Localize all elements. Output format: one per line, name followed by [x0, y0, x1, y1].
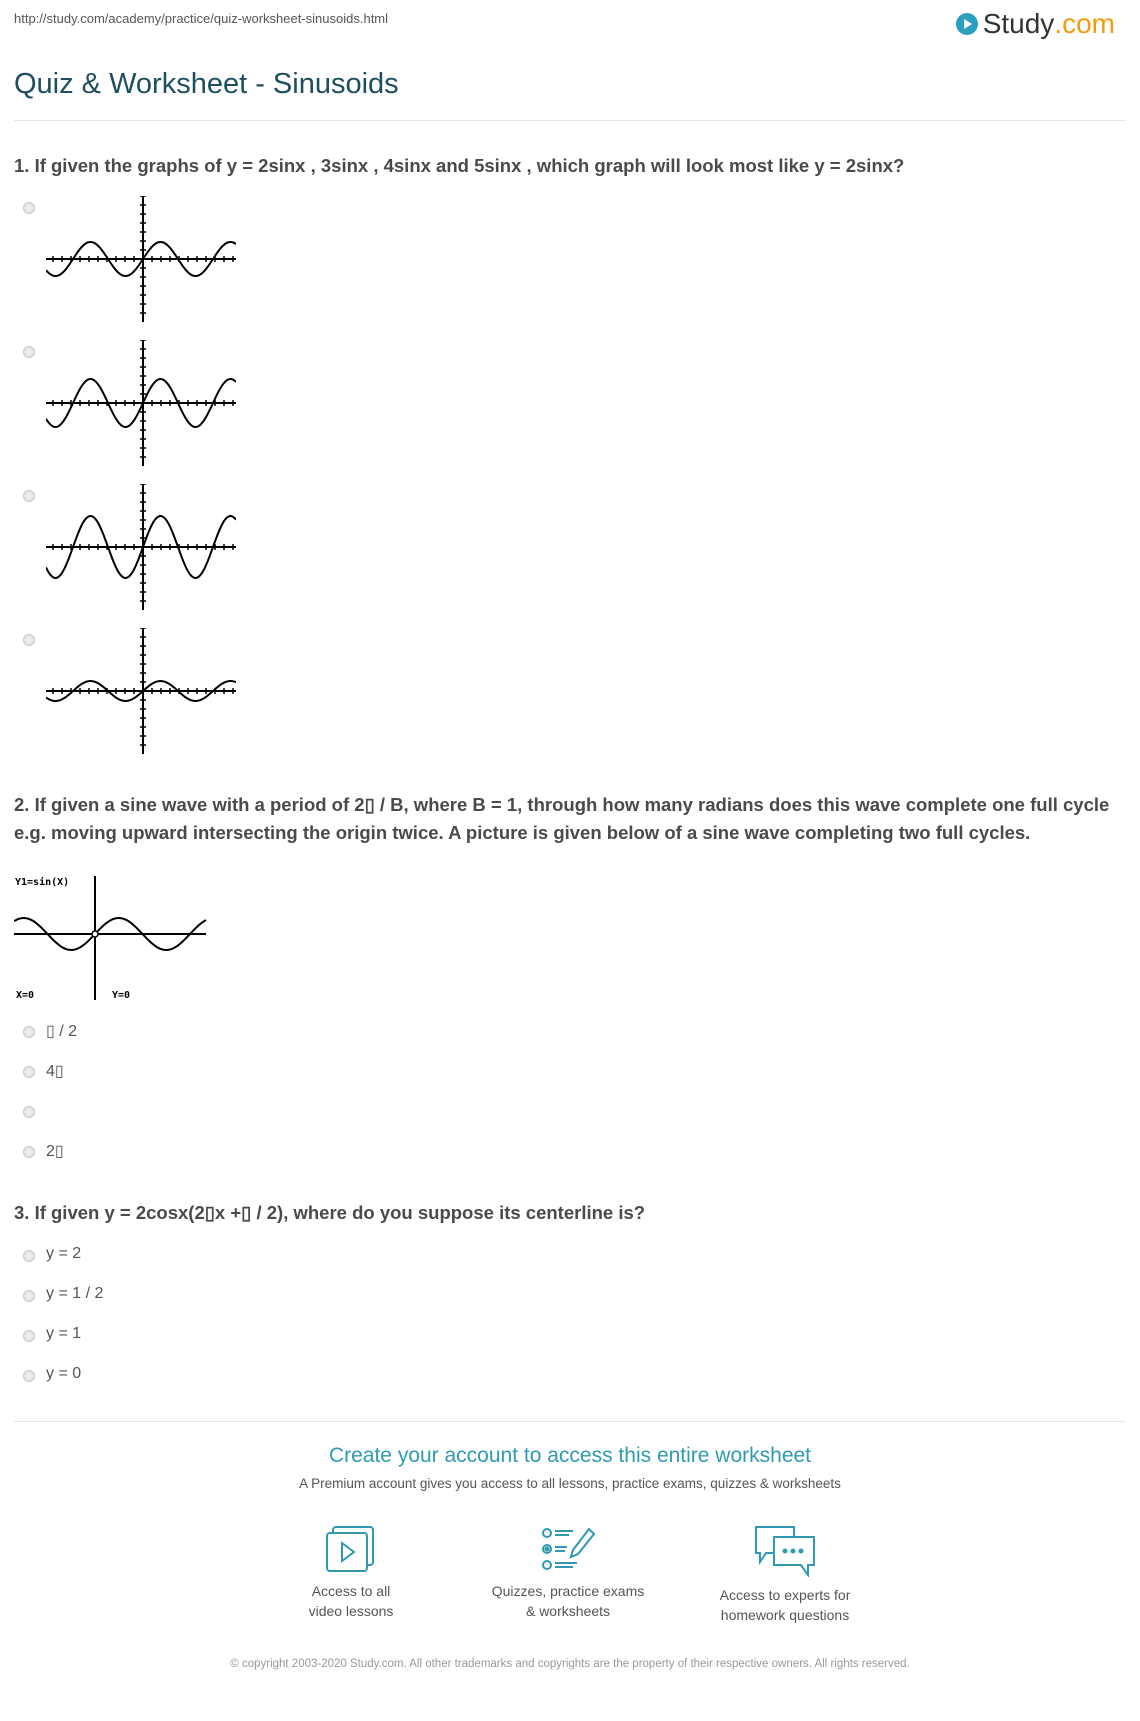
feature-label: Access to experts for [719, 1587, 851, 1603]
answer-radio[interactable] [23, 1106, 35, 1118]
study-logo[interactable] [956, 8, 1115, 40]
answer-radio[interactable] [23, 1370, 35, 1382]
trace-cursor [92, 931, 98, 937]
answer-radio[interactable] [23, 1146, 35, 1158]
cta-subtitle: A Premium account gives you access to all lessons, practice exams, quizzes & worksheets [299, 1476, 841, 1491]
graph-function-label: Y1=sin(X) [15, 877, 70, 888]
logo-name: Study [982, 8, 1055, 39]
answer-label[interactable]: y = 2 [46, 1245, 82, 1262]
answer-radio[interactable] [23, 1250, 35, 1262]
feature-label: homework questions [720, 1607, 850, 1623]
answer-radio[interactable] [23, 490, 35, 502]
page-title: Quiz & Worksheet - Sinusoids [14, 68, 399, 100]
feature-label: video lessons [308, 1603, 394, 1619]
quiz-checklist-icon [541, 1525, 595, 1573]
question-2-graph [14, 874, 209, 1002]
answer-label[interactable]: 2▯ [46, 1143, 64, 1160]
answer-graph [46, 628, 236, 754]
feature-experts [675, 1525, 895, 1625]
answer-radio[interactable] [23, 634, 35, 646]
video-lessons-icon [325, 1525, 377, 1573]
answer-graph [46, 340, 236, 466]
chat-experts-icon [754, 1525, 816, 1577]
answer-label[interactable]: 4▯ [46, 1063, 64, 1080]
answer-radio[interactable] [23, 346, 35, 358]
play-logo-icon [956, 13, 978, 35]
copyright: © copyright 2003-2020 Study.com. All other trademarks and copyrights are the property of their respective owners. All rights reserved. [230, 1658, 910, 1670]
answer-radio[interactable] [23, 1066, 35, 1078]
answer-radio[interactable] [23, 1026, 35, 1038]
question-1: 1. If given the graphs of y = 2sinx , 3sinx , 4sinx and 5sinx , which graph will look most like y = 2sinx? [14, 155, 905, 176]
logo-tld: .com [1054, 8, 1115, 39]
answer-label[interactable]: y = 1 [46, 1325, 82, 1342]
answer-label[interactable]: ▯ / 2 [46, 1023, 78, 1040]
cta-title[interactable]: Create your account to access this entire worksheet [328, 1444, 812, 1467]
page-url: http://study.com/academy/practice/quiz-worksheet-sinusoids.html [14, 11, 389, 26]
feature-video-lessons [241, 1525, 461, 1621]
divider [14, 1421, 1126, 1422]
answer-graph [46, 484, 236, 610]
graph-x-readout: X=0 [16, 990, 35, 1001]
question-2: 2. If given a sine wave with a period of 2▯ / B, where B = 1, through how many radians does this wave complete one full cycle e.g. moving upward intersecting the origin twice. A picture is given below of a sine wave completing two full cycles. [14, 794, 1110, 843]
divider [14, 120, 1126, 121]
answer-graph [46, 196, 236, 322]
answer-label[interactable]: y = 0 [46, 1365, 82, 1382]
feature-label: Quizzes, practice exams [491, 1583, 645, 1599]
feature-quizzes [458, 1525, 678, 1621]
graph-y-readout: Y=0 [112, 990, 131, 1001]
answer-radio[interactable] [23, 1290, 35, 1302]
feature-label: & worksheets [525, 1603, 611, 1619]
answer-label[interactable]: y = 1 / 2 [46, 1285, 104, 1302]
question-3: 3. If given y = 2cosx(2▯x +▯ / 2), where do you suppose its centerline is? [14, 1202, 646, 1223]
feature-label: Access to all [311, 1583, 391, 1599]
answer-radio[interactable] [23, 202, 35, 214]
answer-radio[interactable] [23, 1330, 35, 1342]
